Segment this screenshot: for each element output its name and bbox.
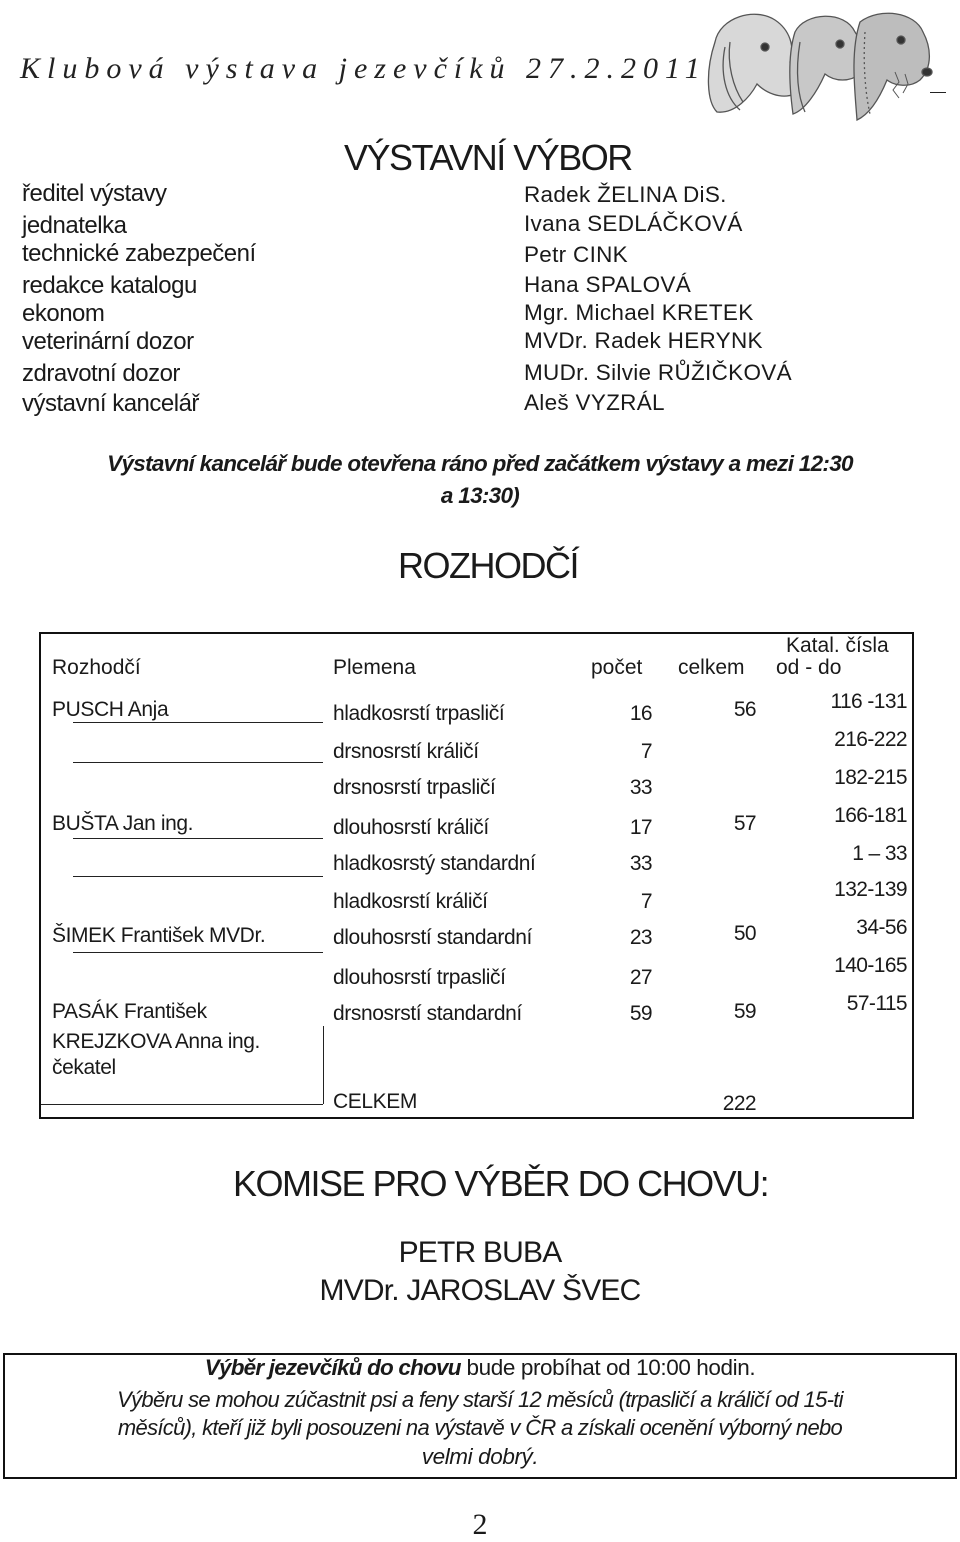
committee-member-name: MVDr. Radek HERYNK [524,328,763,353]
judge-name: KREJZKOVA Anna ing. [52,1030,260,1053]
dog-count: 33 [629,852,652,875]
catalog-range-header: od - do [776,656,842,679]
row-divider [73,838,323,839]
catalog-range: 34-56 [856,916,907,939]
office-hours-note-line: a 13:30) [440,483,520,508]
catalog-range: 1 – 33 [852,842,907,865]
catalog-range: 132-139 [834,878,907,901]
breed-name: hladkosrstí králičí [333,890,488,913]
catalog-range: 116 -131 [830,690,907,713]
selection-info-line: velmi dobrý. [421,1444,539,1469]
committee-member-name: MUDr. Silvie RŮŽIČKOVÁ [524,360,792,385]
committee-role: ředitel výstavy [22,180,167,207]
dog-count: 33 [629,776,652,799]
commission-member: PETR BUBA [398,1236,562,1269]
selection-info-line [4,1355,956,1381]
catalog-range: 216-222 [834,728,907,751]
breed-header: Plemena [333,656,416,679]
judges-title: ROZHODČÍ [398,545,578,586]
dog-count: 59 [629,1002,652,1025]
committee-role: jednatelka [22,212,127,239]
selection-info-line: Výběru se mohou zúčastnit psi a feny starší 12 měsíců (trpasličí a králičí od 15-ti [117,1387,843,1412]
committee-member-name: Ivana SEDLÁČKOVÁ [524,211,743,236]
judge-name: PUSCH Anja [52,698,169,721]
committee-member-name: Radek ŽELINA DiS. [524,182,727,207]
dog-count: 7 [640,740,652,763]
total-header: celkem [678,656,745,679]
judge-name: ŠIMEK František MVDr. [52,924,266,947]
committee-member-name: Mgr. Michael KRETEK [524,300,754,325]
office-hours-note-line: Výstavní kancelář bude otevřena ráno před začátkem výstavy a mezi 12:30 [107,451,853,476]
row-divider [73,876,323,877]
dog-count: 27 [629,966,652,989]
breed-name: dlouhosrstí trpasličí [333,966,506,989]
header-rule [930,92,946,93]
judge-total: 56 [733,698,756,721]
selection-info-lead: Výběr jezevčíků do chovu [204,1355,461,1380]
judge-header: Rozhodčí [52,656,141,679]
breed-name: drsnosrstí trpasličí [333,776,496,799]
committee-role: zdravotní dozor [22,360,180,387]
catalog-range: 182-215 [834,766,907,789]
committee-member-name: Aleš VYZRÁL [524,390,665,415]
dog-count: 23 [629,926,652,949]
committee-member-name: Petr CINK [524,242,628,267]
breed-name: hladkosrstí trpasličí [333,702,505,725]
committee-role: technické zabezpečení [22,240,256,267]
row-divider [73,722,323,723]
breed-name: drsnosrstí králičí [333,740,479,763]
grand-total-value: 222 [722,1092,756,1115]
office-hours-note [30,448,930,512]
judge-total: 50 [733,922,756,945]
judge-total: 57 [733,812,756,835]
breed-name: dlouhosrstí králičí [333,816,489,839]
dog-count: 17 [629,816,652,839]
dachshund-logo-icon [695,2,935,130]
catalog-range: 57-115 [846,992,907,1015]
judge-name: BUŠTA Jan ing. [52,812,194,835]
committee-role: ekonom [22,300,105,327]
column-divider [323,1026,324,1104]
count-header: počet [591,656,643,679]
row-divider [73,952,323,953]
judge-name: PASÁK František [52,1000,207,1023]
selection-info-line: měsíců), kteří již byli posouzeni na výstavě v ČR a získali ocenění výborný nebo [117,1415,843,1440]
commission-member: MVDr. JAROSLAV ŠVEC [319,1274,641,1307]
breed-name: hladkosrstý standardní [333,852,536,875]
breeding-commission-title: KOMISE PRO VÝBĚR DO CHOVU: [233,1163,769,1204]
catalog-range: 166-181 [834,804,907,827]
committee-member-name: Hana SPALOVÁ [524,272,692,297]
breed-name: drsnosrstí standardní [333,1002,522,1025]
dog-count: 7 [640,890,652,913]
selection-info-time: bude probíhat od 10:00 hodin. [460,1355,756,1380]
committee-role: redakce katalogu [22,272,197,299]
catalog-header: Katal. čísla [786,634,889,657]
judge-total: 59 [733,1000,756,1023]
page-header-title: Klubová výstava jezevčíků 27.2.2011 [20,52,707,85]
committee-role: výstavní kancelář [22,390,199,417]
committee-role: veterinární dozor [22,328,194,355]
page-number: 2 [472,1508,488,1541]
grand-total-label: CELKEM [333,1090,417,1113]
committee-title: VÝSTAVNÍ VÝBOR [344,137,632,178]
row-divider [73,762,323,763]
row-divider [41,1104,323,1105]
catalog-range: 140-165 [834,954,907,977]
breed-name: dlouhosrstí standardní [333,926,532,949]
dog-count: 16 [629,702,652,725]
candidate-label: čekatel [52,1056,116,1079]
